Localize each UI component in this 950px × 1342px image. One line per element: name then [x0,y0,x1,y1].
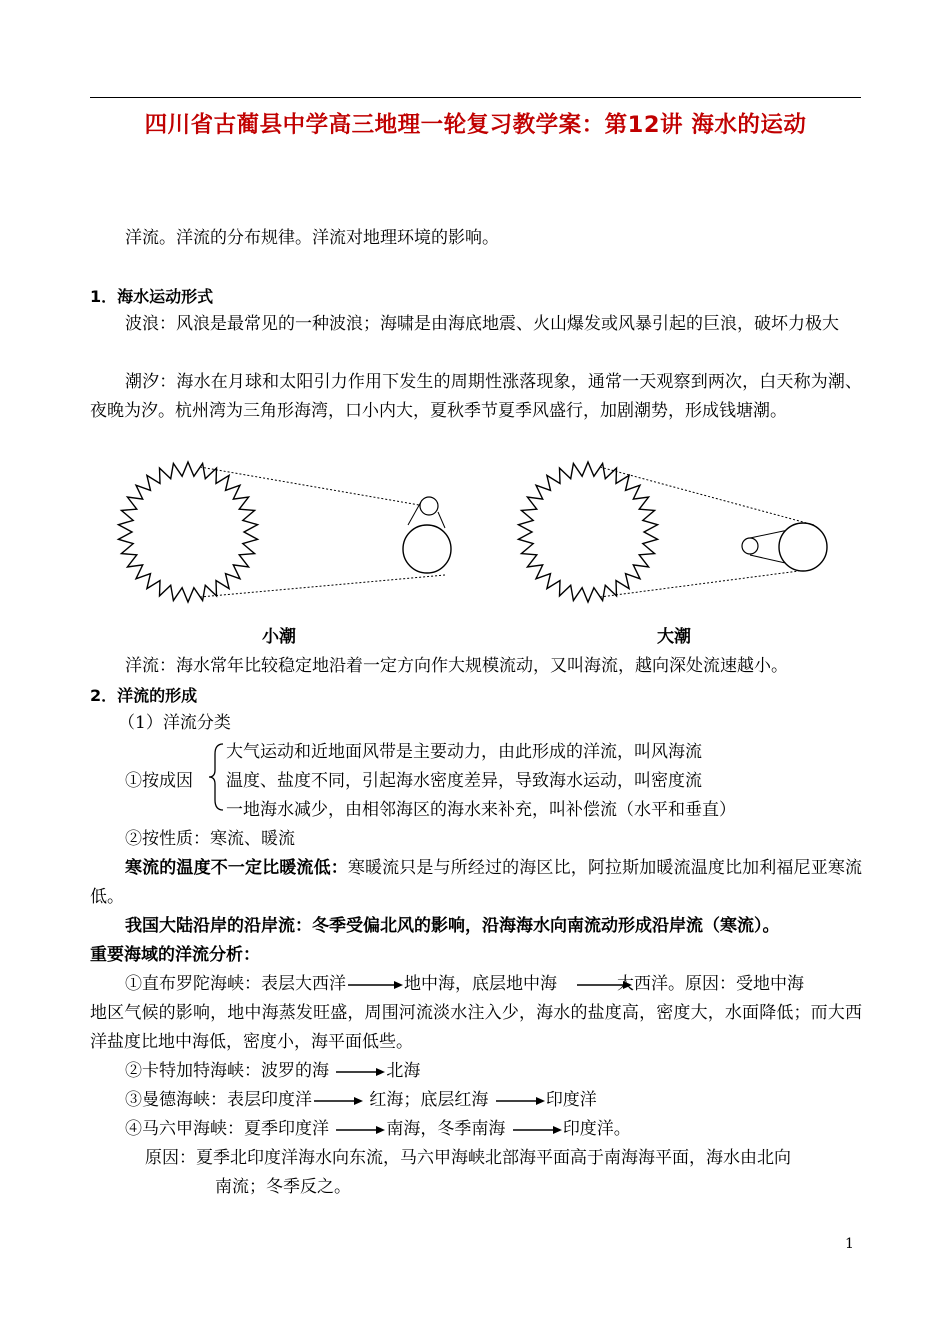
spring-tangent-bottom [600,569,814,597]
page-title: 四川省古蔺县中学高三地理一轮复习教学案：第12讲 海水的运动 [144,112,807,138]
classification-heading: （1）洋流分类 [118,713,231,733]
section1-heading: 1．海水运动形式 [90,287,214,306]
coastal-current-paragraph: 我国大陆沿岸的沿岸流：冬季受偏北风的影响，沿海海水向南流动形成沿岸流（寒流）。 [125,916,780,936]
important-waters-heading: 重要海域的洋流分析： [90,945,260,965]
intro-text: 洋流。洋流的分布规律。洋流对地理环境的影响。 [125,228,499,248]
moon-icon [742,538,758,554]
arrow-icon [312,1096,364,1106]
kattegat-part-a: ②卡特加特海峡：波罗的海 [125,1061,329,1081]
nature-classification: ②按性质：寒流、暖流 [125,829,295,849]
neap-tide-diagram [118,462,451,602]
malacca-reason-line1: 原因：夏季北印度洋海水向东流，马六甲海峡北部海平面高于南海海平面，海水由北向 [145,1148,791,1168]
gibraltar-part-a: ①直布罗陀海峡：表层大西洋 [125,974,346,994]
gibraltar-part-c: 大西洋。原因：受地中海 [617,974,804,994]
earth-icon [779,523,827,571]
tide-diagram [100,455,860,660]
malacca-part-a: ④马六甲海峡：夏季印度洋 [125,1119,329,1139]
gibraltar-reason: 地区气候的影响，地中海蒸发旺盛，周围河流淡水注入少，海水的盐度高，密度大，水面降低；而大西洋盐度比地中海低，密度小，海平面低些。 [90,1003,862,1052]
malacca-line [125,1115,631,1144]
spring-tide-label: 大潮 [657,627,691,647]
mandeb-part-c: 印度洋 [545,1090,597,1110]
cause-density: 温度、盐度不同，引起海水密度差异，导致海水运动，叫密度流 [226,771,702,791]
earth-icon [403,525,451,573]
header-rule [90,97,861,98]
arrow-icon [494,1096,546,1106]
cause-compensation: 一地海水减少，由相邻海区的海水来补充，叫补偿流（水平和垂直） [226,800,736,820]
mandeb-line [125,1086,597,1115]
page-number: 1 [845,1236,854,1252]
tide-paragraph: 潮汐：海水在月球和太阳引力作用下发生的周期性涨落现象，通常一天观察到两次，白天称为潮、夜晚为汐。杭州湾为三角形海湾，口小内大，夏秋季节夏季风盛行，加剧潮势，形成钱塘潮。 [90,372,862,421]
section2-heading: 2．洋流的形成 [90,686,198,705]
cold-current-text: 寒暖流只是与所经过的海区比，阿拉斯加暖流温度比加利福尼亚寒流低。 [90,858,863,907]
cold-current-bold: 寒流的温度不一定比暖流低： [125,858,348,878]
arrow-icon [334,1125,386,1135]
sun-icon [118,462,257,602]
spring-tangent-top [600,467,814,525]
current-definition: 洋流：海水常年比较稳定地沿着一定方向作大规模流动，又叫海流，越向深处流速越小。 [125,656,788,676]
moon-icon [420,497,438,515]
cold-current-paragraph [90,854,862,912]
mandeb-part-b: 红海；底层红海 [369,1090,489,1110]
wave-paragraph: 波浪：风浪是最常见的一种波浪；海啸是由海底地震、火山爆发或风暴引起的巨浪，破坏力极大 [125,314,839,334]
neap-tangent-top [200,467,425,506]
gibraltar-part-b: 地中海，底层地中海 [404,974,557,994]
malacca-part-c: 印度洋。 [562,1119,631,1139]
mandeb-part-a: ③曼德海峡：表层印度洋 [125,1090,312,1110]
kattegat-line [125,1057,420,1086]
malacca-reason-line2: 南流；冬季反之。 [215,1177,351,1197]
brace-icon [207,742,225,812]
spring-tide-diagram [518,462,827,602]
sun-icon [518,462,657,602]
neap-tide-label: 小潮 [262,627,296,647]
malacca-part-b: 南海，冬季南海 [386,1119,506,1139]
arrow-icon [334,1067,386,1077]
arrow-icon [346,980,404,990]
cause-wind: 大气运动和近地面风带是主要动力，由此形成的洋流，叫风海流 [226,742,702,762]
kattegat-part-b: 北海 [386,1061,421,1081]
cause-label: ①按成因 [125,771,193,791]
gibraltar-paragraph [90,970,862,1057]
arrow-icon [511,1125,563,1135]
